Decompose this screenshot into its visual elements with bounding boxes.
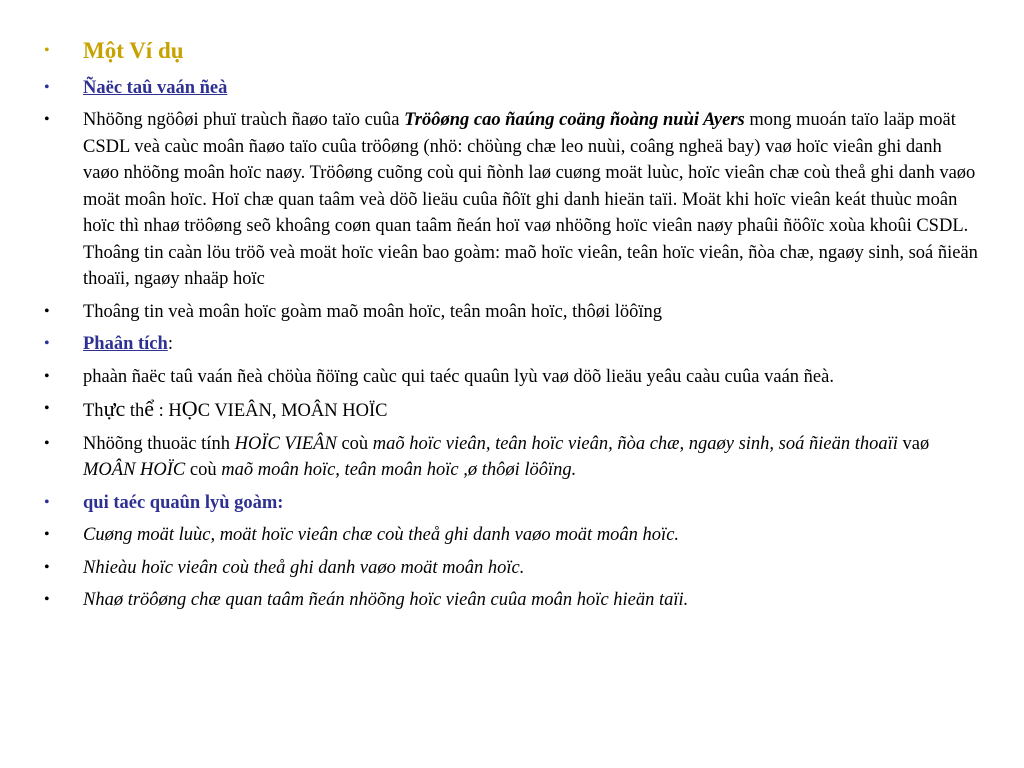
attributes-text: Nhöõng thuoäc tính HOÏC VIEÂN coù maõ hoïc vieân, teân hoïc vieân, ñòa chæ, ngaøy sinh, soá ñieän thoaïi vaø MOÂN HOÏC coù maõ moân hoïc, teân moân hoïc ,ø thôøi löôïng. <box>83 433 930 480</box>
bullet-item-problem-description <box>42 107 982 293</box>
rule-3-text: Nhaø tröôøng chæ quan taâm ñeán nhöõng hoïc vieân cuûa moân hoïc hieän taïi. <box>83 590 689 610</box>
bullet-item-rule-2 <box>42 555 982 582</box>
bullet-item-attributes <box>42 431 982 484</box>
bullet-item-entities <box>42 396 982 425</box>
bullet-item-rules-heading <box>42 490 982 517</box>
bullet-dot: • <box>44 434 50 452</box>
bullet-dot: • <box>44 591 50 608</box>
bullet-item-course-info <box>42 299 982 326</box>
bullet-dot: • <box>44 558 50 576</box>
course-info-text: Thoâng tin veà moân hoïc goàm maõ moân hoïc, teân moân hoïc, thôøi löôïng <box>83 301 663 322</box>
bullet-item-rule-3 <box>42 587 982 614</box>
bullet-dot: • <box>44 526 50 543</box>
bullet-dot: • <box>44 78 50 96</box>
bullet-item-rule-1 <box>42 522 982 549</box>
bullet-list <box>42 38 982 620</box>
bullet-dot: • <box>44 400 50 417</box>
problem-heading: Ñaëc taû vaán ñeà <box>83 77 228 98</box>
bullet-dot: • <box>44 42 50 59</box>
description-text-post: mong muoán taïo laäp moät CSDL veà caùc moân ñaøo taïo cuûa tröôøng (nhö: chöùng chæ leo nuùi, coâng ngheä bay) vaø hoïc vieân ghi danh vaøo nhöõng moân hoïc naøy. Tröôøng cuõng coù qui ñònh laø cuøng moät luùc, hoïc vieân chæ coù theå ghi danh vaøo moät moân hoïc. Hoï chæ quan taâm veà döõ lieäu cuûa ñôït ghi danh hieän taïi. Moät khi hoïc vieân keát thuùc moân hoïc thì nhaø tröôøng seõ khoâng coøn quan taâm ñeán hoï vaø nhöõng hoïc vieân naøy phaûi ñöôïc xoùa khoûi CSDL. Thoâng tin caàn löu tröõ veà moät hoïc vieân bao goàm: maõ hoïc vieân, teân hoïc vieân, ñòa chæ, ngaøy sinh, soá ñieän thoaïi, ngaøy nhaäp hoïc <box>83 110 978 289</box>
bullet-item-problem-heading <box>42 75 982 102</box>
college-name: Tröôøng cao ñaúng coäng ñoàng nuùi Ayers <box>404 110 745 130</box>
bullet-dot: • <box>44 493 50 511</box>
rule-1-text: Cuøng moät luùc, moät hoïc vieân chæ coù theå ghi danh vaøo moät moân hoïc. <box>83 525 680 545</box>
slide-title: Một Ví dụ <box>83 38 184 63</box>
analysis-text: phaàn ñaëc taû vaán ñeà chöùa ñöïng caùc qui taéc quaûn lyù vaø döõ lieäu yeâu caàu cuûa vaán ñeà. <box>83 366 834 387</box>
bullet-item-analysis-text <box>42 364 982 391</box>
bullet-dot: • <box>44 335 50 352</box>
rule-2-text: Nhieàu hoïc vieân coù theå ghi danh vaøo moät moân hoïc. <box>83 557 525 578</box>
analysis-colon: : <box>167 334 173 354</box>
entities-text: Thực thể : HỌC VIEÂN, MOÂN HOÏC <box>83 396 388 421</box>
bullet-item-analysis-heading <box>42 331 982 358</box>
bullet-item-title <box>42 38 982 67</box>
bullet-dot: • <box>44 302 50 320</box>
bullet-dot: • <box>44 111 50 128</box>
description-text-pre: Nhöõng ngöôøi phuï traùch ñaøo taïo cuûa <box>83 110 405 130</box>
bullet-dot: • <box>44 367 50 385</box>
rules-heading: qui taéc quaûn lyù goàm: <box>83 492 284 513</box>
analysis-heading: Phaân tích <box>83 334 168 354</box>
